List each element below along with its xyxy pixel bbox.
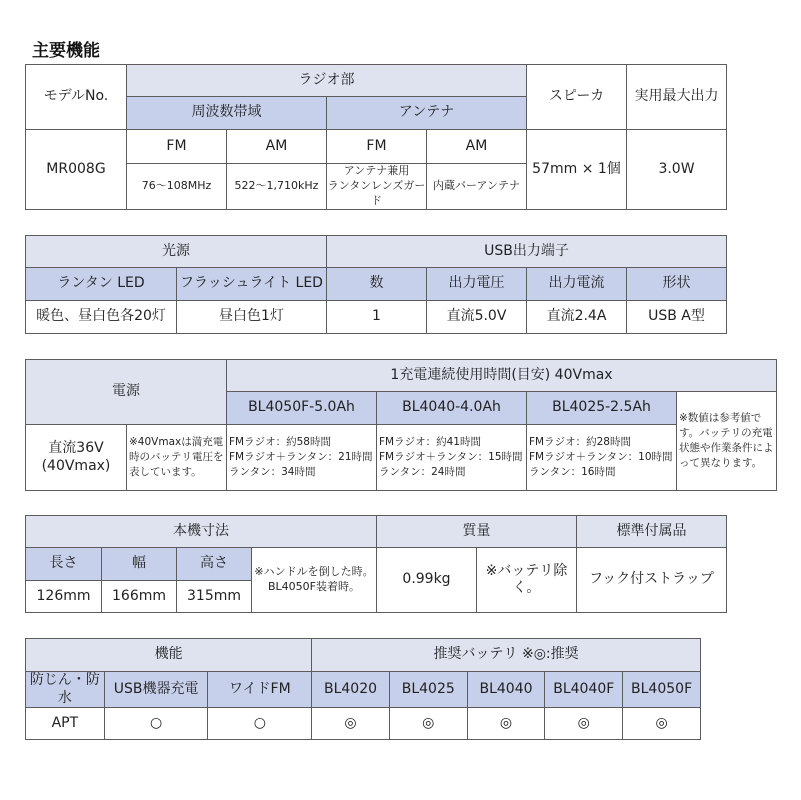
bl4020-value: ◎	[312, 708, 390, 740]
runtime-line: FMラジオ：約58時間	[229, 435, 331, 448]
dims-note: ※ハンドルを倒した時。BL4050F装着時。	[252, 548, 377, 613]
bl4040f-value: ◎	[545, 708, 623, 740]
runtime-note: ※数値は参考値です。バッテリの充電状態や作業条件によって異なります。	[677, 392, 777, 491]
antenna-fm-label: FM	[327, 130, 427, 164]
bl4025-label: BL4025	[389, 672, 467, 708]
power-label: 電源	[26, 360, 227, 425]
dustproof-label: 防じん・防水	[26, 672, 105, 708]
speaker-label: スピーカ	[527, 65, 627, 130]
function-battery-table	[25, 638, 701, 740]
current-value: 直流2.4A	[527, 301, 627, 334]
runtime-line: ランタン：34時間	[229, 466, 316, 479]
voltage-value: 直流5.0V	[427, 301, 527, 334]
flash-value: 昼白色1灯	[177, 301, 327, 334]
mass-value: 0.99kg	[377, 548, 477, 613]
power-value-line2: (40Vmax)	[41, 457, 111, 474]
flash-led-label: フラッシュライト LED	[177, 268, 327, 301]
power-value-line1: 直流36V	[48, 440, 104, 456]
shape-value: USB A型	[627, 301, 727, 334]
runtime-line: FMラジオ＋ランタン：10時間	[529, 450, 673, 463]
count-value: 1	[327, 301, 427, 334]
bl4050f-value: ◎	[623, 708, 701, 740]
accessory-value: フック付ストラップ	[577, 548, 727, 613]
bl4040-label: BL4040	[467, 672, 545, 708]
usb-label: USB出力端子	[327, 236, 727, 268]
recommended-battery-label: 推奨バッテリ ※◎:推奨	[312, 639, 701, 672]
freq-am-label: AM	[227, 130, 327, 164]
shape-label: 形状	[627, 268, 727, 301]
voltage-label: 出力電圧	[427, 268, 527, 301]
power-runtime-table	[25, 359, 777, 491]
current-label: 出力電流	[527, 268, 627, 301]
page-title: 主要機能	[32, 41, 100, 61]
bl4040-runtimes	[377, 425, 527, 491]
dimensions-table	[25, 515, 727, 613]
mass-label: 質量	[377, 516, 577, 548]
fm-antenna-line1: アンテナ兼用	[343, 164, 410, 178]
runtime-line: FMラジオ：約41時間	[379, 435, 481, 448]
output-label: 実用最大出力	[627, 65, 727, 130]
runtime-line: FMラジオ：約28時間	[529, 435, 631, 448]
lantern-led-label: ランタン LED	[26, 268, 177, 301]
count-label: 数	[327, 268, 427, 301]
radio-spec-table	[25, 64, 727, 210]
mass-note: ※バッテリ除く。	[477, 548, 577, 613]
runtime-line: FMラジオ＋ランタン：15時間	[379, 450, 523, 463]
bl4025-value: ◎	[389, 708, 467, 740]
lantern-value: 暖色、昼白色各20灯	[26, 301, 177, 334]
model-value: MR008G	[26, 130, 127, 210]
runtime-label: 1充電連続使用時間(目安) 40Vmax	[227, 360, 777, 392]
width-value: 166mm	[102, 581, 177, 613]
bl4050f-label: BL4050F	[623, 672, 701, 708]
light-label: 光源	[26, 236, 327, 268]
antenna-label: アンテナ	[327, 97, 527, 130]
am-antenna: 内蔵バーアンテナ	[427, 164, 527, 210]
dims-label: 本機寸法	[26, 516, 377, 548]
usb-charge-value: ○	[104, 708, 208, 740]
length-label: 長さ	[26, 548, 102, 581]
wide-fm-label: ワイドFM	[208, 672, 312, 708]
bl4040-value: ◎	[467, 708, 545, 740]
function-label: 機能	[26, 639, 312, 672]
width-label: 幅	[102, 548, 177, 581]
fm-antenna-line2: ランタンレンズガード	[327, 179, 426, 207]
bl4025-runtimes	[527, 425, 677, 491]
radio-label: ラジオ部	[127, 65, 527, 97]
light-usb-table	[25, 235, 727, 334]
battery-bl4050f: BL4050F-5.0Ah	[227, 392, 377, 425]
power-value	[26, 425, 127, 491]
freq-label: 周波数帯域	[127, 97, 327, 130]
am-range: 522～1,710kHz	[227, 164, 327, 210]
usb-charge-label: USB機器充電	[104, 672, 208, 708]
wide-fm-value: ○	[208, 708, 312, 740]
fm-antenna	[327, 164, 427, 210]
speaker-value: 57mm × 1個	[527, 130, 627, 210]
bl4050f-runtimes	[227, 425, 377, 491]
output-value: 3.0W	[627, 130, 727, 210]
accessory-label: 標準付属品	[577, 516, 727, 548]
runtime-line: FMラジオ＋ランタン：21時間	[229, 450, 373, 463]
battery-bl4040: BL4040-4.0Ah	[377, 392, 527, 425]
bl4040f-label: BL4040F	[545, 672, 623, 708]
battery-bl4025: BL4025-2.5Ah	[527, 392, 677, 425]
model-label: モデルNo.	[26, 65, 127, 130]
fm-range: 76～108MHz	[127, 164, 227, 210]
height-value: 315mm	[177, 581, 252, 613]
freq-fm-label: FM	[127, 130, 227, 164]
height-label: 高さ	[177, 548, 252, 581]
apt-value: APT	[26, 708, 105, 740]
length-value: 126mm	[26, 581, 102, 613]
runtime-line: ランタン：24時間	[379, 466, 466, 479]
bl4020-label: BL4020	[312, 672, 390, 708]
runtime-line: ランタン：16時間	[529, 466, 616, 479]
antenna-am-label: AM	[427, 130, 527, 164]
power-note: ※40Vmaxは満充電時のバッテリ電圧を表しています。	[127, 425, 227, 491]
